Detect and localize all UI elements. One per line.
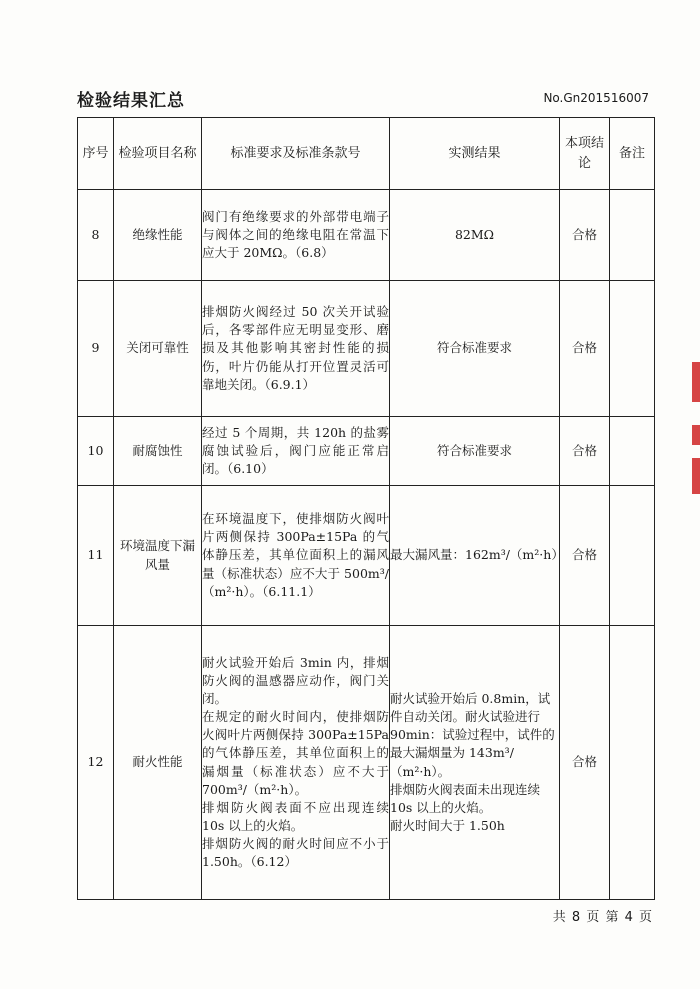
page-title: 检验结果汇总	[77, 91, 185, 111]
seal-edge-mark	[692, 458, 700, 494]
row-item: 关闭可靠性	[114, 281, 202, 417]
column-header-remark: 备注	[610, 118, 655, 190]
results-table	[77, 117, 655, 900]
row-remark	[610, 190, 655, 281]
row-conclusion: 合格	[560, 281, 610, 417]
row-requirement	[202, 626, 390, 900]
requirement-line: 排烟防火阀表面不应出现连续 10s 以上的火焰。	[202, 799, 389, 833]
row-no: 9	[78, 281, 114, 417]
row-no: 11	[78, 486, 114, 626]
requirement-line: 在规定的耐火时间内，使排烟防火阀叶片两侧保持 300Pa±15Pa 的气体静压差，其单位面积上的漏烟量（标准状态）应不大于 700m³/（m²·h）。	[202, 709, 389, 797]
row-result: 最大漏风量：162m³/（m²·h）	[390, 486, 560, 626]
row-requirement: 排烟防火阀经过 50 次关开试验后，各零部件应无明显变形、磨损及其他影响其密封性能的损伤，叶片仍能从打开位置灵活可靠地关闭。（6.9.1）	[202, 281, 390, 417]
column-header-item: 检验项目名称	[114, 118, 202, 190]
row-result: 符合标准要求	[390, 417, 560, 486]
seal-edge-mark	[692, 362, 700, 402]
row-requirement: 阀门有绝缘要求的外部带电端子与阀体之间的绝缘电阻在常温下应大于 20MΩ。（6.8）	[202, 190, 390, 281]
row-item: 绝缘性能	[114, 190, 202, 281]
row-item: 耐腐蚀性	[114, 417, 202, 486]
table-row	[78, 417, 655, 486]
table-row	[78, 486, 655, 626]
row-result: 82MΩ	[390, 190, 560, 281]
table-header-row	[78, 118, 655, 190]
row-requirement: 在环境温度下，使排烟防火阀叶片两侧保持 300Pa±15Pa 的气体静压差，其单位面积上的漏风量（标准状态）应不大于 500m³/（m²·h）。（6.11.1）	[202, 486, 390, 626]
row-remark	[610, 281, 655, 417]
column-header-requirement: 标准要求及标准条款号	[202, 118, 390, 190]
result-line: 耐火试验开始后 0.8min，试件自动关闭。耐火试验进行 90min：试验过程中，试件的最大漏烟量为 143m³/（m²·h）。	[390, 691, 555, 779]
row-item: 耐火性能	[114, 626, 202, 900]
row-result: 符合标准要求	[390, 281, 560, 417]
row-conclusion: 合格	[560, 190, 610, 281]
row-remark	[610, 626, 655, 900]
row-no: 8	[78, 190, 114, 281]
column-header-result: 实测结果	[390, 118, 560, 190]
row-no: 10	[78, 417, 114, 486]
row-no: 12	[78, 626, 114, 900]
table-row	[78, 190, 655, 281]
row-remark	[610, 486, 655, 626]
row-remark	[610, 417, 655, 486]
row-conclusion: 合格	[560, 486, 610, 626]
row-result	[390, 626, 560, 900]
report-number: No.Gn201516007	[543, 91, 649, 105]
table-row	[78, 626, 655, 900]
requirement-line: 耐火试验开始后 3min 内，排烟防火阀的温感器应动作，阀门关闭。	[202, 654, 389, 706]
result-line: 耐火时间大于 1.50h	[390, 817, 505, 833]
column-header-no: 序号	[78, 118, 114, 190]
row-conclusion: 合格	[560, 417, 610, 486]
page-counter: 共 8 页 第 4 页	[552, 910, 652, 925]
result-line: 排烟防火阀表面未出现连续 10s 以上的火焰。	[390, 781, 541, 815]
column-header-conclusion: 本项结论	[560, 118, 610, 190]
table-row	[78, 281, 655, 417]
row-item: 环境温度下漏风量	[114, 486, 202, 626]
seal-edge-mark	[692, 425, 700, 445]
requirement-line: 排烟防火阀的耐火时间应不小于 1.50h。（6.12）	[202, 836, 389, 870]
row-requirement: 经过 5 个周期，共 120h 的盐雾腐蚀试验后，阀门应能正常启闭。（6.10）	[202, 417, 390, 486]
row-conclusion: 合格	[560, 626, 610, 900]
